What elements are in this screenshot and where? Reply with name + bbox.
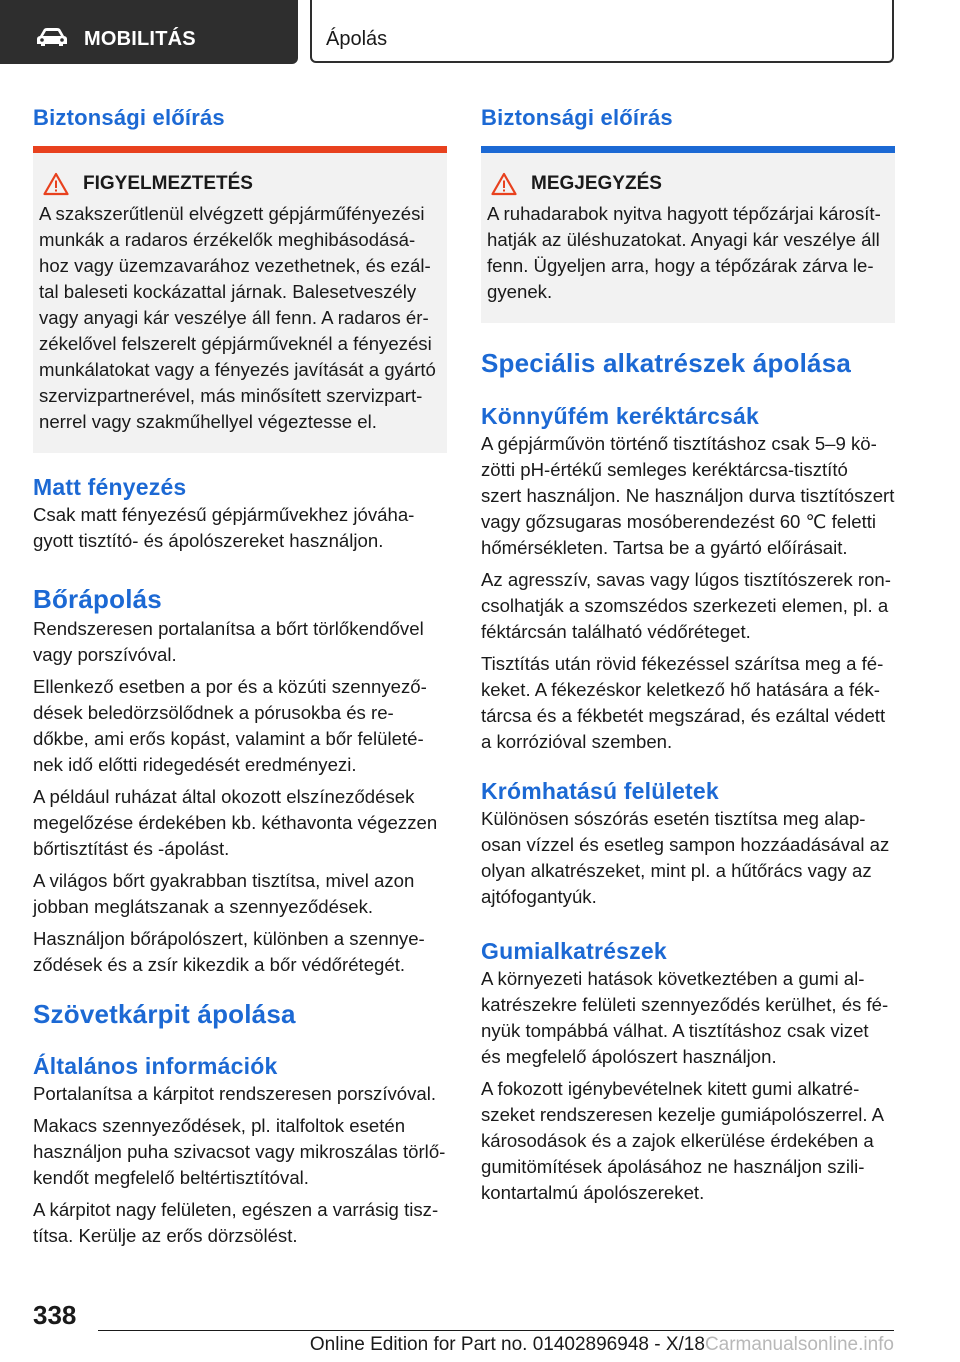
note-line: A ruhadarabok nyitva hagyott tépőzárjai károsít- — [487, 203, 881, 224]
matt-section — [33, 472, 447, 554]
warning-line: zékelővel felszerelt gépjárműveknél a fényezési — [39, 333, 432, 354]
page-number: 338 — [33, 1300, 77, 1330]
note-line: hatják az üléshuzatokat. Anyagi kár veszélye áll — [487, 229, 880, 250]
fabric-paragraph: Makacs szennyeződések, pl. italfoltok esetén használjon puha szivacsot vagy mikroszálas törlő- kendőt megfelelő beltértisztítóval. — [33, 1115, 446, 1188]
note-block — [481, 104, 895, 323]
warning-title-row — [39, 171, 439, 197]
matt-heading: Matt fényezés — [33, 474, 187, 500]
watermark-text: Carmanualsonline.info — [704, 1334, 894, 1355]
note-text — [487, 201, 887, 305]
warning-block — [33, 104, 447, 453]
note-section-heading: Biztonsági előírás — [481, 105, 673, 130]
rubber-paragraph: A környezeti hatások következtében a gumi al- katrészekre felületi szennyeződés kerülhet, és fé- nyük tompábbá válhat. A tisztításhoz csak vizet és megfelelő ápolószert használjon. — [481, 968, 889, 1067]
fabric-subheading: Általános információk — [33, 1053, 278, 1079]
warning-line: munkák a radaros érzékelők meghibásodásá- — [39, 229, 416, 250]
notice-triangle-icon — [491, 172, 517, 196]
footer-divider — [98, 1330, 894, 1331]
leather-paragraph: Használjon bőrápolószert, különben a szennye- ződések és a zsír kikezdik a bőr védőrétegét. — [33, 928, 425, 975]
note-line: fenn. Ügyeljen arra, hogy a tépőzárak zárva le- — [487, 255, 874, 276]
warning-line: nerrel vagy szakműhellyel végeztesse el. — [39, 411, 377, 432]
rubber-section — [481, 936, 895, 1212]
rubber-heading: Gumialkatrészek — [481, 938, 667, 964]
car-icon — [36, 27, 68, 47]
leather-paragraph: Ellenkező esetben a por és a közúti szennyező- dések beledörzsölődnek a pórusokba és re- dőkbe, ami erős kopást, valamint a bőr felületé- nek idő előtti ridegedését eredményezi. — [33, 676, 427, 775]
leather-paragraph: A világos bőrt gyakrabban tisztítsa, mivel azon jobban meglátszanak a szennyeződések. — [33, 870, 415, 917]
note-line: gyenek. — [487, 281, 553, 302]
warning-title: FIGYELMEZTETÉS — [83, 173, 253, 194]
fabric-section — [33, 997, 447, 1255]
warning-box — [33, 153, 447, 453]
warning-line: szervizpartnerével, más minősített szervizpart- — [39, 385, 423, 406]
leather-heading: Bőrápolás — [33, 584, 162, 614]
warning-line: A szakszerűtlenül elvégzett gépjárműfényezési — [39, 203, 425, 224]
fabric-paragraph: Portalanítsa a kárpitot rendszeresen porszívóval. — [33, 1083, 437, 1104]
alloy-paragraph: A gépjárművön történő tisztításhoz csak 5–9 kö- zötti pH-értékű semleges keréktárcsa-tisztító szert használjon. Ne használjon durva tisztítószert vagy gőzsugaras mosóberendezést 60 ℃ feletti hőmérsékleten. Tartsa be a gyártó előírásait. — [481, 433, 895, 558]
leather-paragraph: Rendszeresen portalanítsa a bőrt törlőkendővel vagy porszívóval. — [33, 618, 424, 665]
note-box — [481, 153, 895, 323]
chapter-title: Ápolás — [326, 28, 388, 50]
section-tab — [0, 0, 298, 64]
leather-section — [33, 582, 447, 984]
section-title: MOBILITÁS — [84, 28, 196, 50]
warning-color-bar — [33, 146, 447, 153]
alloy-section — [481, 401, 895, 761]
note-title-row — [487, 171, 887, 197]
matt-line: gyott tisztító- és ápolószereket használjon. — [33, 530, 384, 551]
chrome-heading: Krómhatású felületek — [481, 778, 719, 804]
warning-section-heading: Biztonsági előírás — [33, 105, 225, 130]
footer-edition-line — [310, 1333, 894, 1357]
rubber-paragraph: A fokozott igénybevételnek kitett gumi alkatré- szeket rendszeresen kezelje gumiápolószerrel. A károsodások és a zajok elkerülése érdekében a gumitömítések ápolásához ne használjon szili- kontartalmú ápolószereket. — [481, 1078, 885, 1203]
note-title: MEGJEGYZÉS — [531, 173, 662, 194]
edition-text: Online Edition for Part no. 01402896948 - X/18 — [309, 1334, 705, 1355]
matt-line: Csak matt fényezésű gépjárművekhez jóváha- — [33, 504, 415, 525]
warning-text — [39, 201, 439, 435]
special-parts-heading: Speciális alkatrészek ápolása — [481, 348, 852, 378]
warning-line: vagy anyagi kár veszélye áll fenn. A radaros ér- — [39, 307, 429, 328]
warning-line: munkálatokat vagy a fényezés javítását a gyártó — [39, 359, 436, 380]
warning-triangle-icon — [43, 172, 69, 196]
special-parts-section — [481, 346, 895, 380]
warning-line: hoz vagy üzemzavarához vezethetnek, és ezál- — [39, 255, 431, 276]
fabric-paragraph: A kárpitot nagy felületen, egészen a varrásig tisz- títsa. Kerülje az erős dörzsölést. — [33, 1199, 439, 1246]
chrome-section — [481, 776, 895, 916]
alloy-paragraph: Tisztítás után rövid fékezéssel szárítsa meg a fé- keket. A fékezéskor keletkező hő hatására a fék- tárcsa és a fékbetét megszárad, és ezáltal védett a korrózióval szemben. — [481, 653, 886, 752]
warning-line: tal baleseti kockázattal járnak. Balesetveszély — [39, 281, 417, 302]
fabric-heading: Szövetkárpit ápolása — [33, 999, 296, 1029]
leather-paragraph: A például ruházat által okozott elszíneződések megelőzése érdekében kb. kéthavonta végezzen bőrtisztítást és -ápolást. — [33, 786, 438, 859]
chrome-paragraph: Különösen sószórás esetén tisztítsa meg alap- osan vízzel és esetleg sampon hozzáadásával az olyan alkatrészeket, mint pl. a hűtőrács vagy az ajtófogantyúk. — [481, 808, 890, 907]
chapter-frame — [310, 0, 894, 63]
alloy-paragraph: Az agresszív, savas vagy lúgos tisztítószerek ron- csolhatják a szomszédos szerkezeti elemen, pl. a féktárcsán található védőréteget. — [481, 569, 891, 642]
note-color-bar — [481, 146, 895, 153]
alloy-heading: Könnyűfém keréktárcsák — [481, 403, 759, 429]
